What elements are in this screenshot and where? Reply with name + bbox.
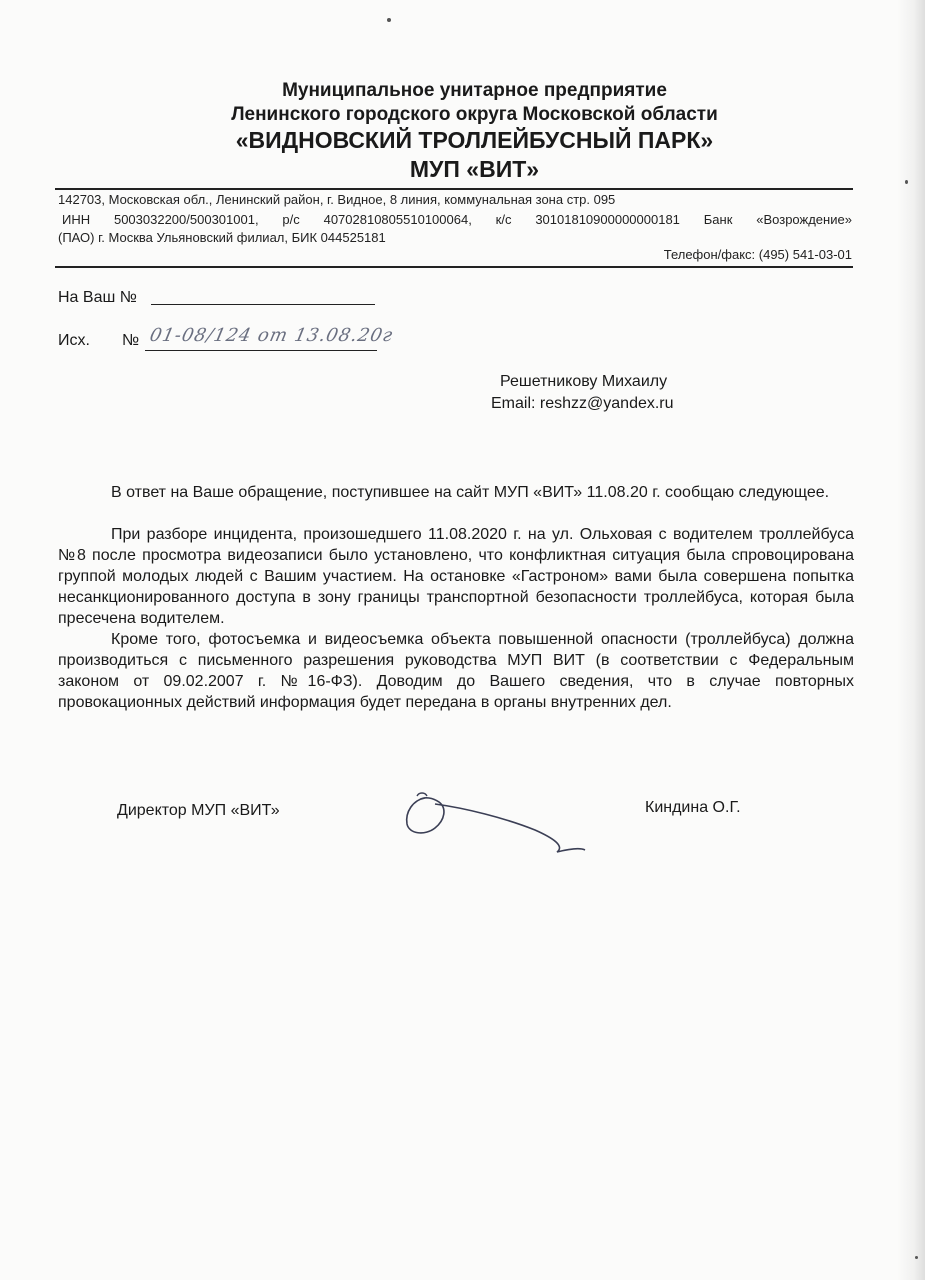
body-paragraph-2-text: При разборе инцидента, произошедшего 11.08.2020 г. на ул. Ольховая с водителем троллейбуса №8 после просмотра видеозаписи было установлено, что конфликтная ситуация была спровоцирована группой молодых людей с Вашим участием. На остановке «Гастроном» вами была совершена попытка несанкционированного доступа в зону границы транспортной безопасности троллейбуса, которая была пресечена водителем. [58, 526, 854, 627]
body-paragraph-3-text: Кроме того, фотосъемка и видеосъемка объекта повышенной опасности (троллейбуса) должна производиться с письменного разрешения руководства МУП ВИТ (в соответствии с Федеральным законом от 09.02.2007 г. №16-ФЗ). Доводим до Вашего сведения, что в случае повторных провокационных действий информация будет передана в органы внутренних дел. [58, 631, 854, 711]
letterhead-line-1: Муниципальное унитарное предприятие [282, 80, 667, 101]
bank-name: «Возрождение» [756, 212, 852, 227]
requisites-address: 142703, Московская обл., Ленинский район, г. Видное, 8 линия, коммунальная зона стр. 095 [58, 192, 616, 207]
rs-value: 40702810805510100064, [323, 212, 472, 227]
outgoing-label: Исх. [58, 332, 90, 349]
requisites-bank-line [62, 212, 852, 227]
scan-speck [905, 180, 908, 184]
body-paragraph-1-text: В ответ на Ваше обращение, поступившее на сайт МУП «ВИТ» 11.08.20 г. сообщаю следующее. [111, 484, 830, 501]
outgoing-handwritten-number: 01-08/124 от 13.08.20г [147, 325, 396, 346]
requisites-phone: Телефон/факс: (495) 541-03-01 [663, 247, 852, 262]
handwritten-signature [395, 790, 595, 860]
letterhead-line-2: Ленинского городского округа Московской области [231, 104, 718, 125]
ks-label: к/с [495, 212, 512, 227]
inn-label: ИНН [62, 212, 91, 227]
recipient-name: Решетникову Михаилу [500, 373, 668, 390]
outgoing-number-sign: № [122, 332, 140, 349]
scan-speck [915, 1256, 918, 1259]
your-number-line [151, 304, 375, 305]
signatory-name: Киндина О.Г. [645, 799, 741, 816]
outgoing-number-line [145, 350, 377, 351]
inn-value: 5003032200/500301001, [113, 212, 259, 227]
letterhead-top-rule [55, 188, 853, 190]
ks-value: 30101810900000000181 [535, 212, 680, 227]
rs-label: р/с [282, 212, 300, 227]
body-paragraph-1 [58, 482, 854, 503]
letterhead-company-name: «ВИДНОВСКИЙ ТРОЛЛЕЙБУСНЫЙ ПАРК» [235, 127, 714, 153]
scan-speck [387, 18, 391, 22]
recipient-email: Email: reshzz@yandex.ru [491, 395, 674, 412]
body-paragraph-2 [58, 524, 854, 629]
body-paragraph-3 [58, 629, 854, 713]
bank-word: Банк [703, 212, 733, 227]
letterhead-short-name: МУП «ВИТ» [409, 156, 540, 182]
scan-shadow-edge [897, 0, 925, 1280]
signatory-position: Директор МУП «ВИТ» [117, 802, 280, 819]
requisites-bank-line-2: (ПАО) г. Москва Ульяновский филиал, БИК 044525181 [58, 230, 386, 245]
letterhead-bottom-rule [55, 266, 853, 268]
your-number-label: На Ваш № [58, 289, 137, 306]
